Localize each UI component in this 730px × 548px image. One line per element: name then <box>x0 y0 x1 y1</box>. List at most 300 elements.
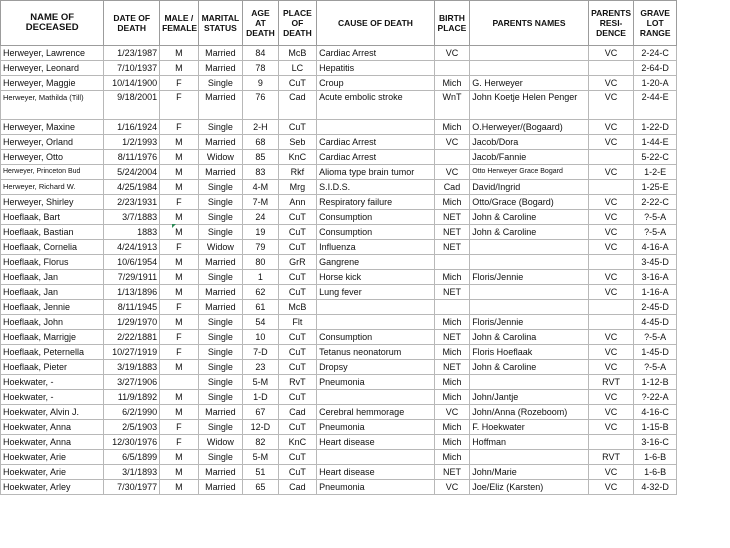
header-cause[interactable]: CAUSE OF DEATH <box>317 1 435 46</box>
cell-parents[interactable]: John & Caroline <box>470 210 589 225</box>
header-birth[interactable]: BIRTH PLACE <box>434 1 469 46</box>
cell-sex[interactable]: F <box>160 420 199 435</box>
cell-parents[interactable] <box>470 285 589 300</box>
cell-residence[interactable]: VC <box>588 405 634 420</box>
cell-grave[interactable]: 2-64-D <box>634 61 677 76</box>
cell-date[interactable]: 4/25/1984 <box>104 180 160 195</box>
cell-cause[interactable]: Heart disease <box>317 435 435 450</box>
cell-residence[interactable]: VC <box>588 240 634 255</box>
cell-date[interactable]: 6/5/1899 <box>104 450 160 465</box>
cell-name[interactable]: Herweyer, Richard W. <box>1 180 104 195</box>
cell-sex[interactable]: M <box>160 405 199 420</box>
cell-date[interactable]: 7/29/1911 <box>104 270 160 285</box>
cell-residence[interactable]: VC <box>588 270 634 285</box>
cell-name[interactable]: Herweyer, Mathilda (Till) <box>1 91 104 120</box>
cell-parents[interactable]: F. Hoekwater <box>470 420 589 435</box>
cell-birth[interactable]: Cad <box>434 180 469 195</box>
cell-birth[interactable]: VC <box>434 405 469 420</box>
cell-parents[interactable]: John & Caroline <box>470 360 589 375</box>
cell-cause[interactable]: Pneumonia <box>317 480 435 495</box>
cell-grave[interactable]: 1-16-A <box>634 285 677 300</box>
cell-grave[interactable]: 3-45-D <box>634 255 677 270</box>
cell-birth[interactable]: Mich <box>434 450 469 465</box>
cell-name[interactable]: Herweyer, Lawrence <box>1 46 104 61</box>
cell-age[interactable]: 79 <box>243 240 278 255</box>
cell-birth[interactable]: VC <box>434 46 469 61</box>
cell-age[interactable]: 5-M <box>243 375 278 390</box>
cell-birth[interactable]: NET <box>434 285 469 300</box>
cell-marital[interactable]: Single <box>198 225 243 240</box>
cell-grave[interactable]: 5-22-C <box>634 150 677 165</box>
cell-sex[interactable]: M <box>160 390 199 405</box>
cell-sex[interactable]: M <box>160 61 199 76</box>
cell-age[interactable]: 78 <box>243 61 278 76</box>
cell-cause[interactable]: Cardiac Arrest <box>317 135 435 150</box>
cell-place[interactable]: CuT <box>278 120 317 135</box>
cell-cause[interactable]: Influenza <box>317 240 435 255</box>
cell-place[interactable]: GrR <box>278 255 317 270</box>
cell-parents[interactable] <box>470 255 589 270</box>
cell-date[interactable]: 3/7/1883 <box>104 210 160 225</box>
cell-grave[interactable]: ?-5-A <box>634 330 677 345</box>
cell-birth[interactable]: Mich <box>434 390 469 405</box>
cell-place[interactable]: CuT <box>278 450 317 465</box>
cell-birth[interactable]: VC <box>434 165 469 180</box>
cell-marital[interactable]: Widow <box>198 150 243 165</box>
cell-residence[interactable]: VC <box>588 165 634 180</box>
cell-sex[interactable]: M <box>160 480 199 495</box>
cell-date[interactable]: 7/30/1977 <box>104 480 160 495</box>
cell-age[interactable]: 76 <box>243 91 278 120</box>
cell-marital[interactable]: Single <box>198 330 243 345</box>
cell-grave[interactable]: 1-20-A <box>634 76 677 91</box>
cell-marital[interactable]: Single <box>198 76 243 91</box>
cell-marital[interactable]: Single <box>198 390 243 405</box>
cell-date[interactable]: 9/18/2001 <box>104 91 160 120</box>
cell-sex[interactable]: F <box>160 195 199 210</box>
cell-name[interactable]: Herweyer, Maggie <box>1 76 104 91</box>
cell-birth[interactable]: Mich <box>434 270 469 285</box>
cell-date[interactable]: 2/5/1903 <box>104 420 160 435</box>
header-sex[interactable]: MALE / FEMALE <box>160 1 199 46</box>
cell-grave[interactable]: ?-22-A <box>634 390 677 405</box>
header-residence[interactable]: PARENTS RESI-DENCE <box>588 1 634 46</box>
cell-parents[interactable]: Hoffman <box>470 435 589 450</box>
cell-residence[interactable]: VC <box>588 465 634 480</box>
cell-residence[interactable]: VC <box>588 76 634 91</box>
cell-residence[interactable]: VC <box>588 120 634 135</box>
cell-marital[interactable]: Married <box>198 61 243 76</box>
cell-residence[interactable]: VC <box>588 480 634 495</box>
cell-place[interactable]: Mrg <box>278 180 317 195</box>
cell-residence[interactable]: VC <box>588 345 634 360</box>
cell-residence[interactable] <box>588 315 634 330</box>
cell-parents[interactable]: David/Ingrid <box>470 180 589 195</box>
cell-name[interactable]: Hoeflaak, John <box>1 315 104 330</box>
cell-parents[interactable]: Joe/Eliz (Karsten) <box>470 480 589 495</box>
cell-residence[interactable]: VC <box>588 210 634 225</box>
cell-marital[interactable]: Single <box>198 450 243 465</box>
cell-age[interactable]: 1 <box>243 270 278 285</box>
cell-age[interactable]: 80 <box>243 255 278 270</box>
cell-parents[interactable]: Floris Hoeflaak <box>470 345 589 360</box>
cell-name[interactable]: Hoekwater, Arley <box>1 480 104 495</box>
cell-parents[interactable] <box>470 450 589 465</box>
cell-residence[interactable] <box>588 150 634 165</box>
cell-marital[interactable]: Married <box>198 165 243 180</box>
cell-age[interactable]: 12-D <box>243 420 278 435</box>
cell-birth[interactable] <box>434 255 469 270</box>
cell-date[interactable]: 8/11/1945 <box>104 300 160 315</box>
cell-name[interactable]: Hoeflaak, Florus <box>1 255 104 270</box>
cell-grave[interactable]: 1-25-E <box>634 180 677 195</box>
cell-sex[interactable]: M <box>160 150 199 165</box>
cell-name[interactable]: Hoekwater, Anna <box>1 435 104 450</box>
cell-date[interactable]: 1/29/1970 <box>104 315 160 330</box>
cell-residence[interactable]: RVT <box>588 450 634 465</box>
cell-birth[interactable]: Mich <box>434 435 469 450</box>
cell-sex[interactable]: M <box>160 135 199 150</box>
cell-name[interactable]: Hoeflaak, Cornelia <box>1 240 104 255</box>
cell-place[interactable]: CuT <box>278 345 317 360</box>
cell-date[interactable]: 4/24/1913 <box>104 240 160 255</box>
cell-place[interactable]: CuT <box>278 360 317 375</box>
cell-date[interactable]: 1/16/1924 <box>104 120 160 135</box>
cell-sex[interactable]: M <box>160 360 199 375</box>
cell-place[interactable]: Cad <box>278 405 317 420</box>
cell-place[interactable]: CuT <box>278 330 317 345</box>
cell-place[interactable]: KnC <box>278 150 317 165</box>
cell-date[interactable]: 3/19/1883 <box>104 360 160 375</box>
cell-grave[interactable]: 3-16-C <box>634 435 677 450</box>
cell-residence[interactable]: VC <box>588 330 634 345</box>
cell-marital[interactable]: Single <box>198 315 243 330</box>
cell-birth[interactable]: NET <box>434 465 469 480</box>
cell-cause[interactable]: Gangrene <box>317 255 435 270</box>
cell-sex[interactable]: F <box>160 330 199 345</box>
cell-parents[interactable]: Otto Herweyer Grace Bogard <box>470 165 589 180</box>
cell-cause[interactable]: Pneumonia <box>317 375 435 390</box>
cell-parents[interactable]: O.Herweyer/(Bogaard) <box>470 120 589 135</box>
cell-cause[interactable]: Respiratory failure <box>317 195 435 210</box>
cell-sex[interactable]: F <box>160 91 199 120</box>
cell-residence[interactable] <box>588 61 634 76</box>
cell-place[interactable]: RvT <box>278 375 317 390</box>
cell-cause[interactable] <box>317 300 435 315</box>
cell-parents[interactable]: Otto/Grace (Bogard) <box>470 195 589 210</box>
cell-place[interactable]: CuT <box>278 240 317 255</box>
header-grave[interactable]: GRAVE LOT RANGE <box>634 1 677 46</box>
cell-residence[interactable]: VC <box>588 91 634 120</box>
cell-place[interactable]: CuT <box>278 420 317 435</box>
cell-cause[interactable]: Cardiac Arrest <box>317 46 435 61</box>
cell-cause[interactable]: Dropsy <box>317 360 435 375</box>
cell-name[interactable]: Herweyer, Otto <box>1 150 104 165</box>
cell-residence[interactable]: RVT <box>588 375 634 390</box>
cell-grave[interactable]: 2-44-E <box>634 91 677 120</box>
cell-birth[interactable]: Mich <box>434 76 469 91</box>
cell-place[interactable]: CuT <box>278 390 317 405</box>
cell-place[interactable]: CuT <box>278 285 317 300</box>
cell-cause[interactable]: Pneumonia <box>317 420 435 435</box>
cell-marital[interactable]: Single <box>198 420 243 435</box>
cell-sex[interactable]: M <box>160 225 199 240</box>
cell-marital[interactable]: Married <box>198 405 243 420</box>
cell-cause[interactable]: Hepatitis <box>317 61 435 76</box>
cell-sex[interactable]: M <box>160 285 199 300</box>
cell-grave[interactable]: 4-45-D <box>634 315 677 330</box>
cell-age[interactable]: 82 <box>243 435 278 450</box>
cell-name[interactable]: Herweyer, Shirley <box>1 195 104 210</box>
cell-date[interactable]: 7/10/1937 <box>104 61 160 76</box>
cell-age[interactable]: 62 <box>243 285 278 300</box>
cell-grave[interactable]: 2-22-C <box>634 195 677 210</box>
cell-name[interactable]: Hoeflaak, Jan <box>1 270 104 285</box>
cell-place[interactable]: CuT <box>278 270 317 285</box>
cell-name[interactable]: Hoekwater, Anna <box>1 420 104 435</box>
cell-birth[interactable]: Mich <box>434 375 469 390</box>
cell-cause[interactable]: Acute embolic stroke <box>317 91 435 120</box>
cell-age[interactable]: 68 <box>243 135 278 150</box>
cell-place[interactable]: Flt <box>278 315 317 330</box>
cell-residence[interactable]: VC <box>588 390 634 405</box>
cell-name[interactable]: Hoekwater, Arie <box>1 465 104 480</box>
cell-birth[interactable]: NET <box>434 360 469 375</box>
cell-name[interactable]: Hoekwater, - <box>1 390 104 405</box>
cell-cause[interactable] <box>317 120 435 135</box>
cell-date[interactable]: 10/27/1919 <box>104 345 160 360</box>
cell-birth[interactable] <box>434 300 469 315</box>
cell-name[interactable]: Hoeflaak, Bart <box>1 210 104 225</box>
cell-sex[interactable]: M <box>160 450 199 465</box>
cell-grave[interactable]: 1-15-B <box>634 420 677 435</box>
header-date[interactable]: DATE OF DEATH <box>104 1 160 46</box>
cell-date[interactable]: 1883 <box>104 225 160 240</box>
cell-parents[interactable] <box>470 61 589 76</box>
cell-name[interactable]: Herweyer, Orland <box>1 135 104 150</box>
header-parents[interactable]: PARENTS NAMES <box>470 1 589 46</box>
cell-date[interactable]: 6/2/1990 <box>104 405 160 420</box>
cell-grave[interactable]: 1-2-E <box>634 165 677 180</box>
cell-parents[interactable]: Jacob/Dora <box>470 135 589 150</box>
cell-birth[interactable]: Mich <box>434 345 469 360</box>
cell-date[interactable]: 1/13/1896 <box>104 285 160 300</box>
cell-sex[interactable]: M <box>160 46 199 61</box>
cell-place[interactable]: CuT <box>278 465 317 480</box>
cell-grave[interactable]: 1-6-B <box>634 465 677 480</box>
cell-marital[interactable]: Single <box>198 360 243 375</box>
cell-sex[interactable]: M <box>160 270 199 285</box>
cell-grave[interactable]: 1-6-B <box>634 450 677 465</box>
cell-cause[interactable]: Consumption <box>317 210 435 225</box>
cell-sex[interactable]: M <box>160 210 199 225</box>
cell-place[interactable]: Rkf <box>278 165 317 180</box>
cell-sex[interactable]: M <box>160 465 199 480</box>
cell-marital[interactable]: Married <box>198 46 243 61</box>
header-age[interactable]: AGE AT DEATH <box>243 1 278 46</box>
cell-age[interactable]: 1-D <box>243 390 278 405</box>
cell-cause[interactable]: Consumption <box>317 330 435 345</box>
cell-parents[interactable] <box>470 300 589 315</box>
cell-sex[interactable]: F <box>160 120 199 135</box>
cell-birth[interactable]: NET <box>434 330 469 345</box>
cell-marital[interactable]: Married <box>198 135 243 150</box>
cell-birth[interactable] <box>434 61 469 76</box>
cell-age[interactable]: 24 <box>243 210 278 225</box>
cell-date[interactable]: 10/6/1954 <box>104 255 160 270</box>
cell-sex[interactable]: M <box>160 165 199 180</box>
cell-cause[interactable]: Cerebral hemmorage <box>317 405 435 420</box>
cell-name[interactable]: Hoekwater, - <box>1 375 104 390</box>
cell-parents[interactable] <box>470 375 589 390</box>
header-marital[interactable]: MARITAL STATUS <box>198 1 243 46</box>
cell-residence[interactable]: VC <box>588 420 634 435</box>
cell-date[interactable]: 11/9/1892 <box>104 390 160 405</box>
cell-marital[interactable]: Married <box>198 255 243 270</box>
cell-grave[interactable]: 1-44-E <box>634 135 677 150</box>
cell-cause[interactable]: S.I.D.S. <box>317 180 435 195</box>
cell-grave[interactable]: ?-5-A <box>634 210 677 225</box>
cell-grave[interactable]: 3-16-A <box>634 270 677 285</box>
cell-parents[interactable] <box>470 46 589 61</box>
cell-grave[interactable]: ?-5-A <box>634 360 677 375</box>
cell-name[interactable]: Hoeflaak, Peternella <box>1 345 104 360</box>
cell-residence[interactable]: VC <box>588 285 634 300</box>
cell-name[interactable]: Herweyer, Princeton Bud <box>1 165 104 180</box>
cell-residence[interactable]: VC <box>588 360 634 375</box>
cell-parents[interactable]: John/Jantje <box>470 390 589 405</box>
cell-marital[interactable]: Single <box>198 210 243 225</box>
cell-birth[interactable]: VC <box>434 480 469 495</box>
cell-birth[interactable]: NET <box>434 240 469 255</box>
cell-date[interactable]: 8/11/1976 <box>104 150 160 165</box>
cell-birth[interactable]: Mich <box>434 420 469 435</box>
cell-date[interactable]: 1/23/1987 <box>104 46 160 61</box>
cell-parents[interactable]: Floris/Jennie <box>470 270 589 285</box>
cell-birth[interactable] <box>434 150 469 165</box>
cell-birth[interactable]: Mich <box>434 195 469 210</box>
cell-place[interactable]: Cad <box>278 480 317 495</box>
cell-age[interactable]: 5-M <box>243 450 278 465</box>
cell-cause[interactable]: Cardiac Arrest <box>317 150 435 165</box>
cell-age[interactable]: 7-D <box>243 345 278 360</box>
cell-sex[interactable]: F <box>160 345 199 360</box>
cell-name[interactable]: Herweyer, Leonard <box>1 61 104 76</box>
cell-date[interactable]: 1/2/1993 <box>104 135 160 150</box>
cell-name[interactable]: Hoeflaak, Jan <box>1 285 104 300</box>
cell-place[interactable]: McB <box>278 300 317 315</box>
cell-residence[interactable]: VC <box>588 195 634 210</box>
cell-grave[interactable]: 4-32-D <box>634 480 677 495</box>
header-place[interactable]: PLACE OF DEATH <box>278 1 317 46</box>
cell-place[interactable]: KnC <box>278 435 317 450</box>
cell-parents[interactable] <box>470 240 589 255</box>
cell-age[interactable]: 51 <box>243 465 278 480</box>
cell-marital[interactable]: Widow <box>198 435 243 450</box>
cell-name[interactable]: Hoeflaak, Jennie <box>1 300 104 315</box>
cell-residence[interactable]: VC <box>588 225 634 240</box>
cell-marital[interactable]: Single <box>198 180 243 195</box>
cell-residence[interactable] <box>588 180 634 195</box>
cell-residence[interactable] <box>588 255 634 270</box>
cell-sex[interactable]: M <box>160 255 199 270</box>
cell-residence[interactable] <box>588 300 634 315</box>
cell-place[interactable]: CuT <box>278 76 317 91</box>
cell-place[interactable]: Cad <box>278 91 317 120</box>
cell-parents[interactable]: John & Carolina <box>470 330 589 345</box>
cell-parents[interactable]: Jacob/Fannie <box>470 150 589 165</box>
header-name[interactable]: NAME OF DECEASED <box>1 1 104 46</box>
cell-date[interactable]: 12/30/1976 <box>104 435 160 450</box>
cell-place[interactable]: Ann <box>278 195 317 210</box>
cell-place[interactable]: CuT <box>278 225 317 240</box>
cell-grave[interactable]: 2-45-D <box>634 300 677 315</box>
cell-name[interactable]: Hoeflaak, Bastian <box>1 225 104 240</box>
cell-age[interactable]: 10 <box>243 330 278 345</box>
cell-age[interactable]: 85 <box>243 150 278 165</box>
cell-date[interactable]: 5/24/2004 <box>104 165 160 180</box>
cell-birth[interactable]: NET <box>434 210 469 225</box>
cell-cause[interactable] <box>317 450 435 465</box>
cell-residence[interactable]: VC <box>588 135 634 150</box>
cell-parents[interactable]: John Koetje Helen Penger <box>470 91 589 120</box>
cell-date[interactable]: 2/23/1931 <box>104 195 160 210</box>
cell-marital[interactable]: Married <box>198 91 243 120</box>
cell-age[interactable]: 54 <box>243 315 278 330</box>
cell-marital[interactable]: Widow <box>198 240 243 255</box>
cell-place[interactable]: LC <box>278 61 317 76</box>
cell-age[interactable]: 7-M <box>243 195 278 210</box>
cell-age[interactable]: 2-H <box>243 120 278 135</box>
cell-grave[interactable]: ?-5-A <box>634 225 677 240</box>
cell-cause[interactable]: Alioma type brain tumor <box>317 165 435 180</box>
cell-residence[interactable] <box>588 435 634 450</box>
cell-sex[interactable]: F <box>160 435 199 450</box>
cell-parents[interactable]: John/Anna (Rozeboom) <box>470 405 589 420</box>
cell-cause[interactable]: Tetanus neonatorum <box>317 345 435 360</box>
cell-marital[interactable]: Married <box>198 480 243 495</box>
cell-name[interactable]: Hoeflaak, Pieter <box>1 360 104 375</box>
cell-date[interactable]: 3/27/1906 <box>104 375 160 390</box>
cell-cause[interactable]: Consumption <box>317 225 435 240</box>
cell-birth[interactable]: Mich <box>434 315 469 330</box>
cell-grave[interactable]: 1-45-D <box>634 345 677 360</box>
cell-birth[interactable]: VC <box>434 135 469 150</box>
cell-marital[interactable]: Single <box>198 345 243 360</box>
cell-sex[interactable]: F <box>160 76 199 91</box>
cell-marital[interactable]: Married <box>198 300 243 315</box>
cell-cause[interactable]: Lung fever <box>317 285 435 300</box>
cell-grave[interactable]: 4-16-C <box>634 405 677 420</box>
cell-cause[interactable]: Croup <box>317 76 435 91</box>
cell-name[interactable]: Herweyer, Maxine <box>1 120 104 135</box>
cell-age[interactable]: 23 <box>243 360 278 375</box>
cell-parents[interactable]: Floris/Jennie <box>470 315 589 330</box>
cell-age[interactable]: 4-M <box>243 180 278 195</box>
cell-grave[interactable]: 1-22-D <box>634 120 677 135</box>
cell-date[interactable]: 10/14/1900 <box>104 76 160 91</box>
cell-birth[interactable]: NET <box>434 225 469 240</box>
cell-sex[interactable]: F <box>160 240 199 255</box>
cell-cause[interactable]: Horse kick <box>317 270 435 285</box>
cell-name[interactable]: Hoekwater, Alvin J. <box>1 405 104 420</box>
cell-grave[interactable]: 4-16-A <box>634 240 677 255</box>
cell-date[interactable]: 2/22/1881 <box>104 330 160 345</box>
cell-parents[interactable]: John & Caroline <box>470 225 589 240</box>
cell-name[interactable]: Hoekwater, Arie <box>1 450 104 465</box>
cell-age[interactable]: 9 <box>243 76 278 91</box>
cell-marital[interactable]: Married <box>198 285 243 300</box>
